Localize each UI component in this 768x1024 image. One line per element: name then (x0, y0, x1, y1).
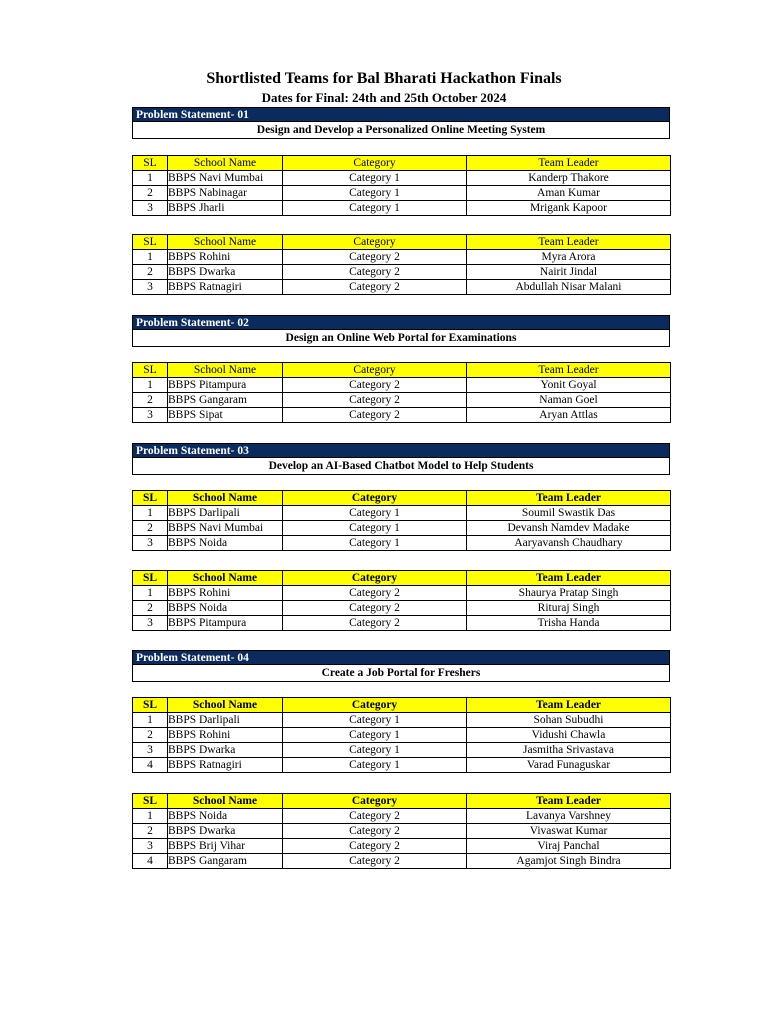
school-name-cell: BBPS Dwarka (168, 824, 283, 839)
document-subtitle: Dates for Final: 24th and 25th October 2024 (261, 90, 507, 105)
category-cell: Category 1 (283, 536, 467, 551)
school-name-cell: BBPS Gangaram (168, 854, 283, 869)
team-leader-cell: Jasmitha Srivastava (467, 743, 671, 758)
school-name-cell: BBPS Noida (168, 601, 283, 616)
problem-statement-heading: Problem Statement- 02 (132, 315, 670, 330)
table-row (133, 378, 671, 393)
table-row (133, 758, 671, 773)
team-leader-cell: Yonit Goyal (467, 378, 671, 393)
sl-cell: 2 (133, 728, 168, 743)
column-header: Category (283, 571, 467, 586)
team-leader-cell: Devansh Namdev Madake (467, 521, 671, 536)
column-header: Team Leader (467, 698, 671, 713)
team-leader-cell: Abdullah Nisar Malani (467, 280, 671, 295)
category-cell: Category 2 (283, 265, 467, 280)
column-header: Team Leader (467, 235, 671, 250)
school-name-cell: BBPS Gangaram (168, 393, 283, 408)
team-leader-cell: Vidushi Chawla (467, 728, 671, 743)
teams-table (132, 362, 671, 423)
category-cell: Category 1 (283, 728, 467, 743)
table-row (133, 265, 671, 280)
team-leader-cell: Viraj Panchal (467, 839, 671, 854)
document-title: Shortlisted Teams for Bal Bharati Hackathon Finals (206, 70, 562, 87)
team-leader-cell: Rituraj Singh (467, 601, 671, 616)
table-row (133, 616, 671, 631)
school-name-cell: BBPS Darlipali (168, 506, 283, 521)
category-cell: Category 2 (283, 378, 467, 393)
sl-cell: 2 (133, 824, 168, 839)
column-header: SL (133, 156, 168, 171)
sl-cell: 1 (133, 586, 168, 601)
table-header-row (133, 156, 671, 171)
team-leader-cell: Aryan Attlas (467, 408, 671, 423)
column-header: Category (283, 491, 467, 506)
team-leader-cell: Varad Funaguskar (467, 758, 671, 773)
column-header: Team Leader (467, 571, 671, 586)
table-header-row (133, 491, 671, 506)
category-cell: Category 1 (283, 758, 467, 773)
category-cell: Category 2 (283, 616, 467, 631)
team-leader-cell: Lavanya Varshney (467, 809, 671, 824)
team-leader-cell: Nairit Jindal (467, 265, 671, 280)
table-row (133, 186, 671, 201)
problem-statement-heading: Problem Statement- 04 (132, 650, 670, 665)
school-name-cell: BBPS Navi Mumbai (168, 521, 283, 536)
school-name-cell: BBPS Rohini (168, 586, 283, 601)
teams-table (132, 697, 671, 773)
table-row (133, 506, 671, 521)
school-name-cell: BBPS Brij Vihar (168, 839, 283, 854)
school-name-cell: BBPS Rohini (168, 728, 283, 743)
category-cell: Category 2 (283, 824, 467, 839)
category-cell: Category 1 (283, 713, 467, 728)
problem-statement-block (132, 107, 670, 139)
column-header: School Name (168, 156, 283, 171)
column-header: School Name (168, 698, 283, 713)
sl-cell: 3 (133, 743, 168, 758)
team-leader-cell: Trisha Handa (467, 616, 671, 631)
column-header: Team Leader (467, 156, 671, 171)
teams-table (132, 793, 671, 869)
problem-statement-title: Design and Develop a Personalized Online Meeting System (132, 122, 670, 139)
table-header-row (133, 794, 671, 809)
table-header-row (133, 235, 671, 250)
problem-statement-block (132, 443, 670, 475)
school-name-cell: BBPS Jharli (168, 201, 283, 216)
teams-table (132, 570, 671, 631)
problem-statement-heading: Problem Statement- 01 (132, 107, 670, 122)
category-cell: Category 2 (283, 601, 467, 616)
team-leader-cell: Soumil Swastik Das (467, 506, 671, 521)
sl-cell: 1 (133, 250, 168, 265)
table-row (133, 280, 671, 295)
sl-cell: 1 (133, 713, 168, 728)
column-header: SL (133, 491, 168, 506)
sl-cell: 3 (133, 839, 168, 854)
table-row (133, 713, 671, 728)
table-header-row (133, 363, 671, 378)
column-header: Category (283, 363, 467, 378)
table-row (133, 521, 671, 536)
team-leader-cell: Aaryavansh Chaudhary (467, 536, 671, 551)
column-header: SL (133, 363, 168, 378)
table-row (133, 408, 671, 423)
table-row (133, 601, 671, 616)
teams-table (132, 490, 671, 551)
column-header: Team Leader (467, 363, 671, 378)
table-header-row (133, 571, 671, 586)
school-name-cell: BBPS Rohini (168, 250, 283, 265)
table-row (133, 201, 671, 216)
school-name-cell: BBPS Ratnagiri (168, 280, 283, 295)
school-name-cell: BBPS Pitampura (168, 378, 283, 393)
problem-statement-block (132, 315, 670, 347)
table-row (133, 171, 671, 186)
category-cell: Category 2 (283, 250, 467, 265)
sl-cell: 3 (133, 536, 168, 551)
category-cell: Category 2 (283, 839, 467, 854)
category-cell: Category 1 (283, 171, 467, 186)
problem-statement-title: Design an Online Web Portal for Examinations (132, 330, 670, 347)
table-row (133, 586, 671, 601)
category-cell: Category 2 (283, 854, 467, 869)
category-cell: Category 1 (283, 521, 467, 536)
sl-cell: 2 (133, 265, 168, 280)
team-leader-cell: Naman Goel (467, 393, 671, 408)
school-name-cell: BBPS Darlipali (168, 713, 283, 728)
team-leader-cell: Vivaswat Kumar (467, 824, 671, 839)
team-leader-cell: Kanderp Thakore (467, 171, 671, 186)
category-cell: Category 2 (283, 586, 467, 601)
column-header: School Name (168, 235, 283, 250)
school-name-cell: BBPS Navi Mumbai (168, 171, 283, 186)
sl-cell: 1 (133, 171, 168, 186)
problem-statement-title: Create a Job Portal for Freshers (132, 665, 670, 682)
table-row (133, 536, 671, 551)
team-leader-cell: Mrigank Kapoor (467, 201, 671, 216)
sl-cell: 4 (133, 758, 168, 773)
problem-statement-block (132, 650, 670, 682)
school-name-cell: BBPS Pitampura (168, 616, 283, 631)
school-name-cell: BBPS Dwarka (168, 265, 283, 280)
column-header: School Name (168, 794, 283, 809)
team-leader-cell: Myra Arora (467, 250, 671, 265)
sl-cell: 1 (133, 378, 168, 393)
school-name-cell: BBPS Noida (168, 809, 283, 824)
category-cell: Category 2 (283, 408, 467, 423)
sl-cell: 2 (133, 393, 168, 408)
category-cell: Category 1 (283, 743, 467, 758)
column-header: School Name (168, 491, 283, 506)
teams-table (132, 234, 671, 295)
category-cell: Category 1 (283, 506, 467, 521)
sl-cell: 3 (133, 201, 168, 216)
table-row (133, 393, 671, 408)
problem-statement-title: Develop an AI-Based Chatbot Model to Help Students (132, 458, 670, 475)
team-leader-cell: Shaurya Pratap Singh (467, 586, 671, 601)
table-row (133, 250, 671, 265)
team-leader-cell: Aman Kumar (467, 186, 671, 201)
sl-cell: 2 (133, 186, 168, 201)
school-name-cell: BBPS Dwarka (168, 743, 283, 758)
column-header: School Name (168, 571, 283, 586)
column-header: Category (283, 794, 467, 809)
table-row (133, 809, 671, 824)
column-header: Team Leader (467, 794, 671, 809)
sl-cell: 1 (133, 506, 168, 521)
column-header: Category (283, 156, 467, 171)
table-row (133, 839, 671, 854)
column-header: Category (283, 698, 467, 713)
column-header: Team Leader (467, 491, 671, 506)
sl-cell: 2 (133, 601, 168, 616)
category-cell: Category 2 (283, 809, 467, 824)
team-leader-cell: Agamjot Singh Bindra (467, 854, 671, 869)
category-cell: Category 2 (283, 393, 467, 408)
column-header: SL (133, 571, 168, 586)
school-name-cell: BBPS Ratnagiri (168, 758, 283, 773)
category-cell: Category 1 (283, 186, 467, 201)
school-name-cell: BBPS Nabinagar (168, 186, 283, 201)
school-name-cell: BBPS Sipat (168, 408, 283, 423)
sl-cell: 3 (133, 616, 168, 631)
problem-statement-heading: Problem Statement- 03 (132, 443, 670, 458)
table-header-row (133, 698, 671, 713)
table-row (133, 824, 671, 839)
sl-cell: 2 (133, 521, 168, 536)
sl-cell: 3 (133, 280, 168, 295)
table-row (133, 728, 671, 743)
sl-cell: 1 (133, 809, 168, 824)
sl-cell: 3 (133, 408, 168, 423)
column-header: Category (283, 235, 467, 250)
table-row (133, 743, 671, 758)
column-header: SL (133, 235, 168, 250)
column-header: SL (133, 698, 168, 713)
category-cell: Category 1 (283, 201, 467, 216)
column-header: SL (133, 794, 168, 809)
school-name-cell: BBPS Noida (168, 536, 283, 551)
sl-cell: 4 (133, 854, 168, 869)
column-header: School Name (168, 363, 283, 378)
table-row (133, 854, 671, 869)
teams-table (132, 155, 671, 216)
category-cell: Category 2 (283, 280, 467, 295)
team-leader-cell: Sohan Subudhi (467, 713, 671, 728)
